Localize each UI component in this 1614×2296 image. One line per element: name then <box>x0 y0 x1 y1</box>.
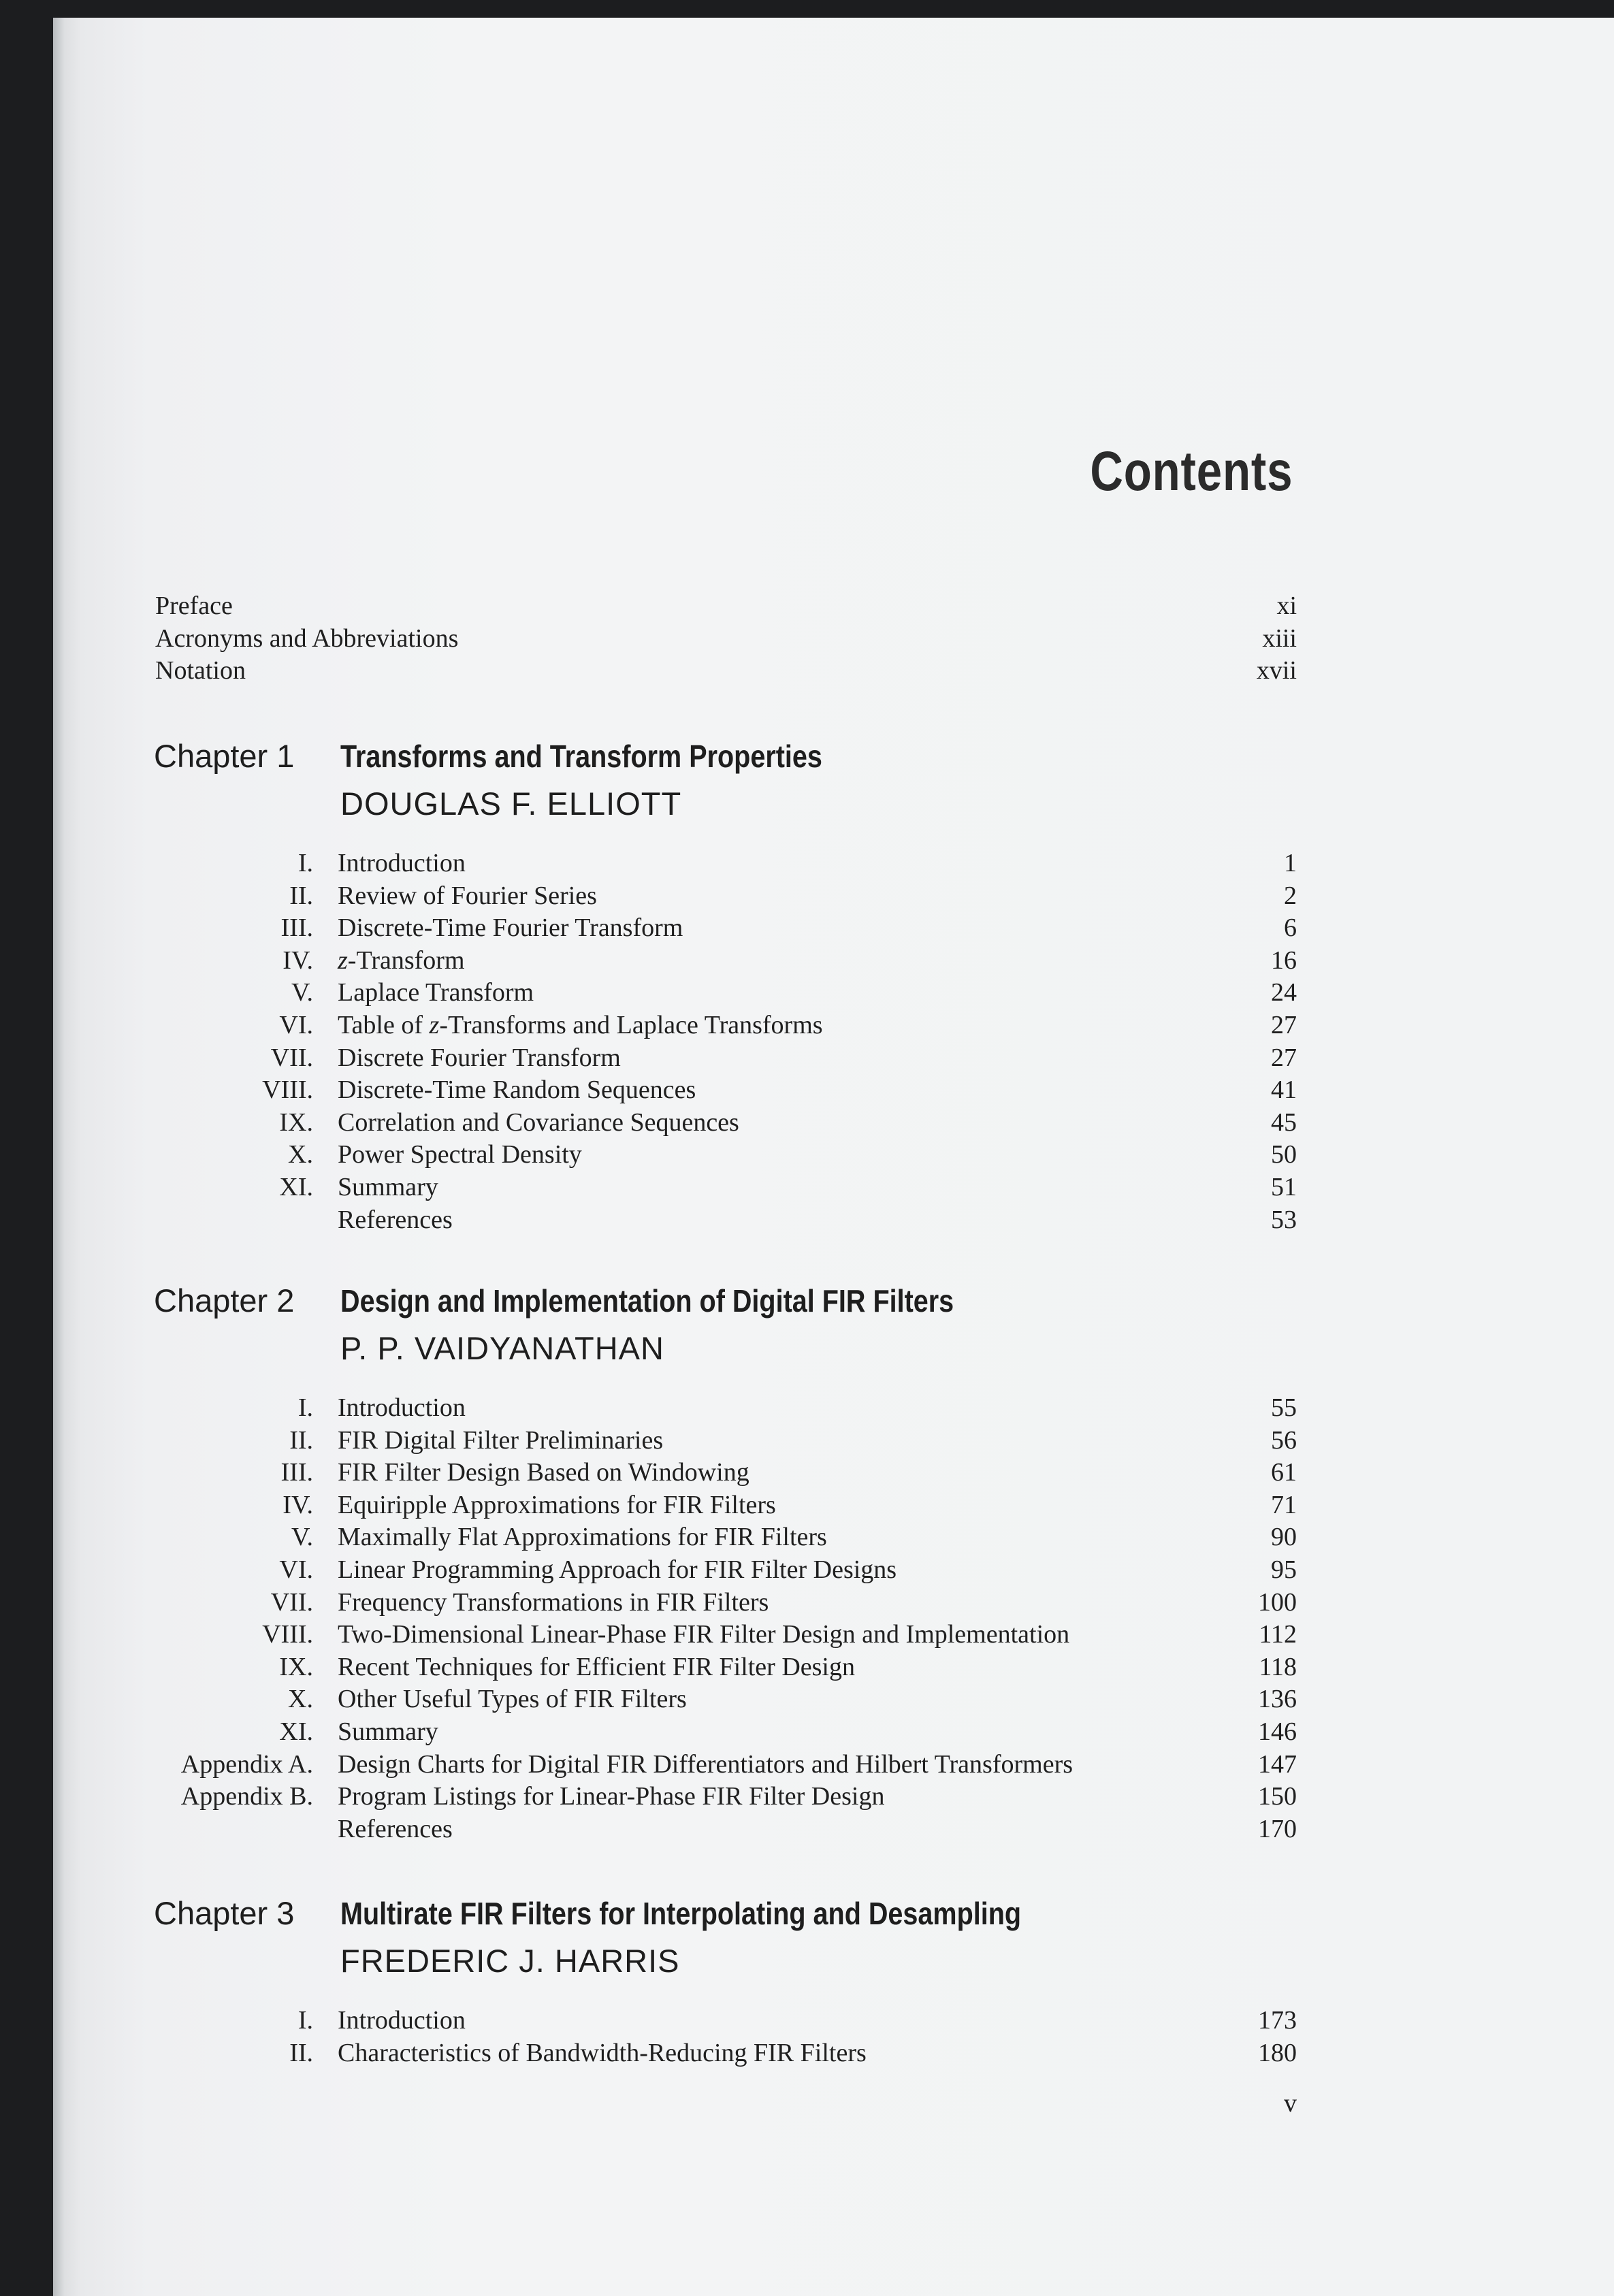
toc-entry <box>53 911 1614 944</box>
section-number: IV. <box>283 945 313 975</box>
toc-entry <box>53 1651 1614 1683</box>
entry-page-number: 56 <box>1271 1425 1297 1455</box>
entry-page-number: xvii <box>1256 656 1297 685</box>
book-page <box>53 18 1614 2296</box>
entry-title: Review of Fourier Series <box>338 881 597 910</box>
entry-title: Other Useful Types of FIR Filters <box>338 1685 687 1714</box>
entry-title: Discrete-Time Random Sequences <box>338 1076 696 1105</box>
folio-page-number: v <box>1284 2089 1297 2118</box>
entry-title: Introduction <box>338 1393 466 1422</box>
section-number: X. <box>288 1685 313 1714</box>
entry-page-number: 1 <box>1284 849 1297 877</box>
toc-entry <box>53 1553 1614 1586</box>
entry-title: Linear Programming Approach for FIR Filter Designs <box>338 1555 897 1584</box>
entry-title: Two-Dimensional Linear-Phase FIR Filter Design and Implementation <box>338 1620 1070 1649</box>
section-number: IV. <box>283 1490 313 1519</box>
chapter-title: Design and Implementation of Digital FIR Filters <box>340 1283 954 1319</box>
toc-entry <box>53 879 1614 912</box>
entry-page-number: 118 <box>1259 1652 1297 1681</box>
entry-page-number: 147 <box>1258 1749 1297 1779</box>
toc-entry <box>53 1138 1614 1171</box>
toc-entry <box>53 1041 1614 1074</box>
entry-page-number: xi <box>1276 592 1297 620</box>
entry-title: Laplace Transform <box>338 978 534 1007</box>
entry-title: Acronyms and Abbreviations <box>155 624 459 653</box>
entry-page-number: 100 <box>1258 1587 1297 1617</box>
toc-entry <box>53 1489 1614 1521</box>
toc-entry <box>53 1521 1614 1553</box>
entry-title: Equiripple Approximations for FIR Filters <box>338 1490 776 1519</box>
toc-entry <box>53 1618 1614 1651</box>
chapter-title: Multirate FIR Filters for Interpolating and Desampling <box>340 1896 1022 1931</box>
entry-title: Power Spectral Density <box>338 1140 582 1169</box>
entry-page-number: 27 <box>1271 1011 1297 1039</box>
section-number: X. <box>288 1140 313 1169</box>
entry-page-number: 146 <box>1258 1717 1297 1746</box>
entry-page-number: 53 <box>1271 1205 1297 1234</box>
entry-page-number: 24 <box>1271 978 1297 1007</box>
entry-page-number: 95 <box>1271 1555 1297 1584</box>
toc-entry <box>53 2037 1614 2069</box>
section-number: Appendix A. <box>180 1749 313 1779</box>
section-number: I. <box>297 849 313 877</box>
toc-entry <box>53 1748 1614 1781</box>
section-number: IX. <box>279 1107 313 1137</box>
toc-entry <box>53 1715 1614 1748</box>
toc-entry <box>53 1073 1614 1106</box>
section-number: III. <box>280 1458 313 1487</box>
entry-page-number: 16 <box>1271 945 1297 975</box>
entry-page-number: 41 <box>1271 1076 1297 1105</box>
entry-title: Summary <box>338 1173 438 1201</box>
entry-title: z-Transform <box>338 945 465 975</box>
entry-title: References <box>338 1814 453 1843</box>
toc-entry <box>53 654 1614 687</box>
toc-entry <box>53 1780 1614 1813</box>
entry-title: Notation <box>155 656 246 685</box>
toc-entry <box>53 1171 1614 1203</box>
entry-page-number: 27 <box>1271 1043 1297 1072</box>
section-number: Appendix B. <box>180 1782 313 1811</box>
chapter-title: Transforms and Transform Properties <box>340 739 822 774</box>
entry-title: Characteristics of Bandwidth-Reducing FIR Filters <box>338 2038 867 2067</box>
chapter-label: Chapter 1 <box>154 738 295 774</box>
page-title: Contents <box>1090 440 1293 502</box>
section-number: V. <box>291 1523 313 1552</box>
toc-entry <box>53 2004 1614 2037</box>
section-number: I. <box>297 1393 313 1422</box>
entry-title: Maximally Flat Approximations for FIR Filters <box>338 1523 827 1552</box>
section-number: I. <box>297 2006 313 2035</box>
toc-entry <box>53 976 1614 1009</box>
entry-page-number: 51 <box>1271 1173 1297 1201</box>
entry-title: Table of z-Transforms and Laplace Transforms <box>338 1011 823 1039</box>
chapter-label: Chapter 2 <box>154 1282 295 1319</box>
chapter-label: Chapter 3 <box>154 1895 295 1931</box>
section-number: VIII. <box>262 1620 313 1649</box>
section-number: VI. <box>279 1555 313 1584</box>
entry-page-number: 136 <box>1258 1685 1297 1714</box>
entry-page-number: xiii <box>1262 624 1297 653</box>
entry-page-number: 150 <box>1258 1782 1297 1811</box>
entry-title: Frequency Transformations in FIR Filters <box>338 1587 769 1617</box>
entry-page-number: 45 <box>1271 1107 1297 1137</box>
entry-title: Summary <box>338 1717 438 1746</box>
section-number: VII. <box>270 1043 313 1072</box>
entry-page-number: 173 <box>1258 2006 1297 2035</box>
entry-title: Discrete-Time Fourier Transform <box>338 913 683 943</box>
entry-title: Correlation and Covariance Sequences <box>338 1107 739 1137</box>
toc-entry <box>53 1683 1614 1715</box>
entry-title: Introduction <box>338 2006 466 2035</box>
toc-entry <box>53 1106 1614 1139</box>
entry-title: Design Charts for Digital FIR Differentiators and Hilbert Transformers <box>338 1749 1074 1779</box>
entry-title: Preface <box>155 592 233 620</box>
toc-entry <box>53 1586 1614 1619</box>
entry-page-number: 90 <box>1271 1523 1297 1552</box>
toc-entry <box>53 1456 1614 1489</box>
entry-page-number: 112 <box>1259 1620 1297 1649</box>
chapter-author: DOUGLAS F. ELLIOTT <box>340 786 682 822</box>
section-number: VIII. <box>262 1076 313 1105</box>
toc-entry <box>53 847 1614 879</box>
toc-entry <box>53 1424 1614 1457</box>
entry-page-number: 180 <box>1258 2038 1297 2067</box>
entry-page-number: 2 <box>1284 881 1297 910</box>
section-number: XI. <box>279 1173 313 1201</box>
toc-entry <box>53 1813 1614 1845</box>
toc-entry <box>53 1391 1614 1424</box>
section-number: II. <box>289 881 313 910</box>
entry-page-number: 55 <box>1271 1393 1297 1422</box>
section-number: VII. <box>270 1587 313 1617</box>
toc-entry <box>53 622 1614 655</box>
toc-entry <box>53 1009 1614 1041</box>
entry-page-number: 71 <box>1271 1490 1297 1519</box>
section-number: II. <box>289 1425 313 1455</box>
section-number: II. <box>289 2038 313 2067</box>
chapter-author: P. P. VAIDYANATHAN <box>340 1330 664 1366</box>
entry-page-number: 61 <box>1271 1458 1297 1487</box>
entry-page-number: 6 <box>1284 913 1297 943</box>
toc-entry <box>53 1203 1614 1236</box>
entry-title: Recent Techniques for Efficient FIR Filter Design <box>338 1652 855 1681</box>
chapter-author: FREDERIC J. HARRIS <box>340 1943 680 1979</box>
entry-title: FIR Digital Filter Preliminaries <box>338 1425 664 1455</box>
section-number: V. <box>291 978 313 1007</box>
entry-page-number: 170 <box>1258 1814 1297 1843</box>
entry-title: Discrete Fourier Transform <box>338 1043 621 1072</box>
section-number: VI. <box>279 1011 313 1039</box>
entry-title: References <box>338 1205 453 1234</box>
entry-page-number: 50 <box>1271 1140 1297 1169</box>
section-number: XI. <box>279 1717 313 1746</box>
entry-title: FIR Filter Design Based on Windowing <box>338 1458 749 1487</box>
toc-entry <box>53 589 1614 622</box>
toc-entry <box>53 944 1614 977</box>
entry-title: Program Listings for Linear-Phase FIR Filter Design <box>338 1782 885 1811</box>
section-number: IX. <box>279 1652 313 1681</box>
entry-title: Introduction <box>338 849 466 877</box>
section-number: III. <box>280 913 313 943</box>
